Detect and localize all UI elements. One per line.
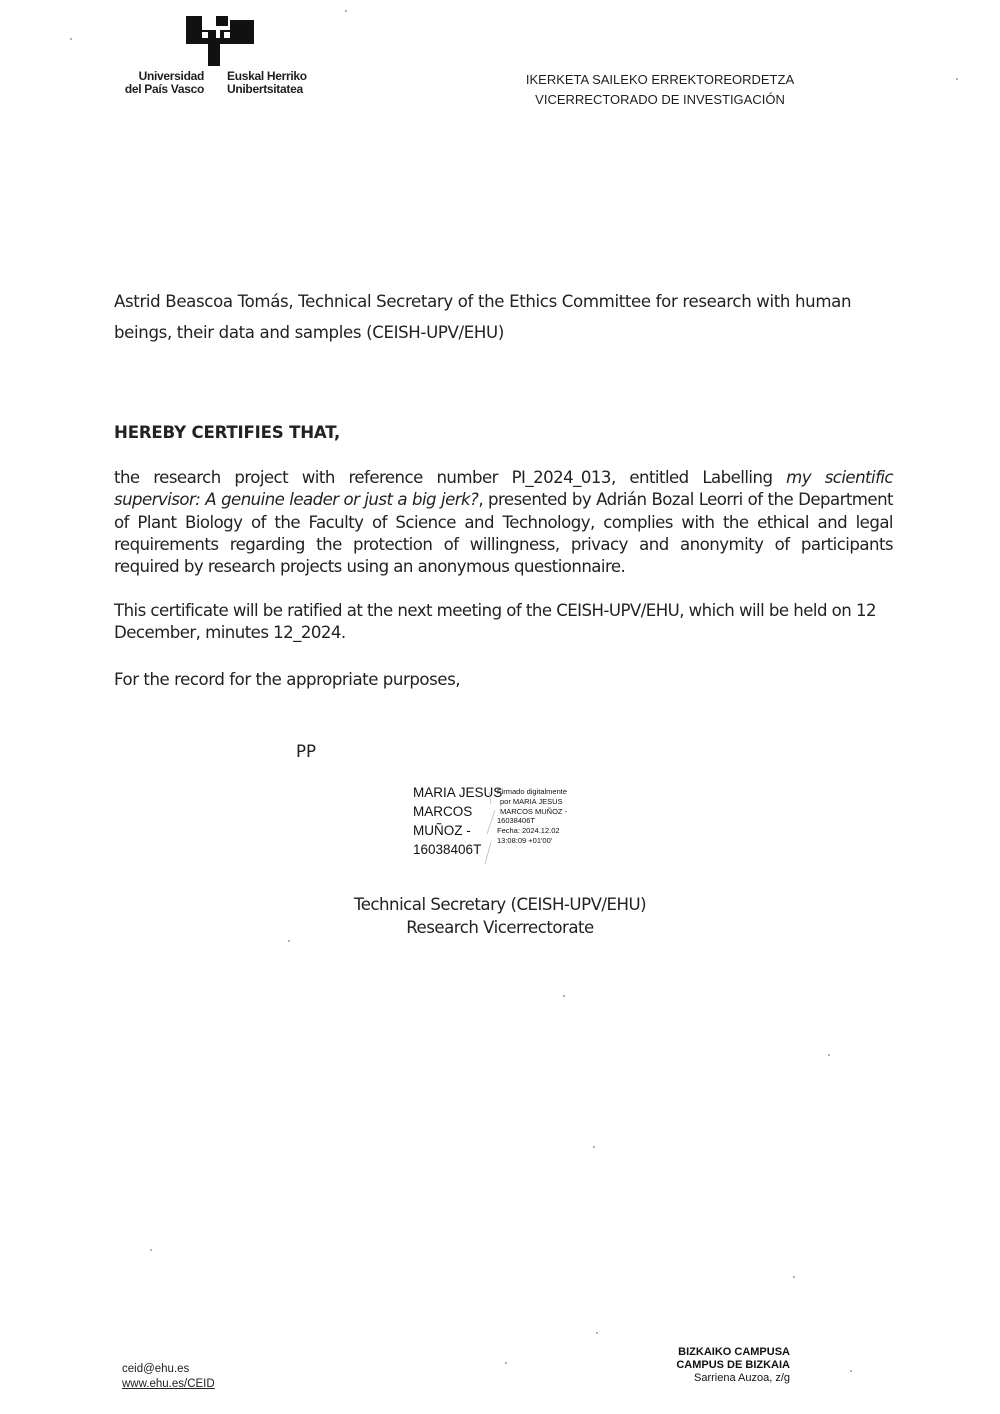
signature-meta-line: MARCOS MUÑOZ - bbox=[500, 806, 568, 816]
university-name-eu-line2: Unibertsitatea bbox=[227, 82, 303, 96]
pp-mark: PP bbox=[296, 742, 317, 761]
signature-meta-line: Fecha: 2024.12.02 bbox=[497, 826, 560, 836]
department-es: VICERRECTORADO DE INVESTIGACIÓN bbox=[535, 92, 785, 107]
closing-line: For the record for the appropriate purposes, bbox=[114, 670, 461, 689]
footer-website-link[interactable]: www.ehu.es/CEID bbox=[122, 1378, 215, 1390]
scan-speck bbox=[505, 1362, 507, 1364]
scan-speck bbox=[850, 1370, 852, 1372]
footer-contact bbox=[122, 1362, 215, 1392]
university-name-es bbox=[112, 70, 204, 96]
campus-name-es: CAMPUS DE BIZKAIA bbox=[676, 1359, 790, 1371]
signature-meta-line: Firmado digitalmente bbox=[497, 787, 568, 796]
project-text-b: , presented by Adrián Bozal Leorri of the Department of Plant Biology of the Faculty of Science and Technology, complies with the ethical and legal requirements regarding the protection of willingness, privacy and anonymity of participants required by research projects using an anonymous questionnaire. bbox=[114, 490, 894, 577]
project-text-a: the research project with reference number PI_2024_013, entitled Labelling bbox=[114, 468, 787, 487]
upv-ehu-logo-icon bbox=[186, 16, 254, 66]
scan-speck bbox=[956, 78, 958, 80]
certifies-heading: HEREBY CERTIFIES THAT, bbox=[114, 423, 341, 442]
footer-campus bbox=[620, 1346, 790, 1390]
signature-name-line: MARCOS bbox=[413, 804, 473, 819]
certification-paragraph bbox=[114, 467, 893, 578]
scan-speck bbox=[596, 1332, 598, 1334]
signatory-block bbox=[300, 893, 700, 939]
scan-speck bbox=[70, 38, 72, 40]
footer-email[interactable]: ceid@ehu.es bbox=[122, 1363, 190, 1375]
scan-speck bbox=[345, 10, 347, 12]
scan-speck bbox=[828, 1054, 830, 1056]
university-name-es-line1: Universidad bbox=[138, 69, 204, 83]
department-eu: IKERKETA SAILEKO ERREKTOREORDETZA bbox=[525, 72, 795, 87]
signature-name-line: 16038406T bbox=[413, 842, 482, 857]
department-heading bbox=[440, 70, 880, 110]
university-name-es-line2: del País Vasco bbox=[124, 82, 204, 96]
signatory-unit: Research Vicerrectorate bbox=[406, 918, 594, 937]
scan-speck bbox=[288, 940, 290, 942]
signature-name-line: MUÑOZ - bbox=[413, 823, 471, 838]
ratification-paragraph: This certificate will be ratified at the next meeting of the CEISH-UPV/EHU, which will be held on 12 December, minutes 12_2024. bbox=[114, 601, 876, 643]
signature-meta-line: por MARIA JESUS bbox=[500, 796, 563, 806]
university-name-eu-line1: Euskal Herriko bbox=[227, 69, 307, 83]
signature-metadata bbox=[497, 787, 567, 846]
scan-speck bbox=[793, 1276, 795, 1278]
project-title: my scientific supervisor: A genuine leader or just a big jerk? bbox=[114, 468, 893, 510]
campus-name-eu: BIZKAIKO CAMPUSA bbox=[678, 1346, 790, 1358]
scan-speck bbox=[150, 1249, 152, 1251]
intro-paragraph: Astrid Beascoa Tomás, Technical Secretary of the Ethics Committee for research with human beings, their data and samples (CEISH-UPV/EHU) bbox=[114, 292, 852, 342]
scan-speck bbox=[593, 1146, 595, 1148]
signature-meta-line: 16038406T bbox=[497, 816, 535, 826]
signature-name-line: MARIA JESUS bbox=[413, 785, 503, 800]
scan-speck bbox=[563, 995, 565, 997]
campus-address-cut-line bbox=[620, 1385, 790, 1390]
signatory-role: Technical Secretary (CEISH-UPV/EHU) bbox=[353, 895, 647, 914]
campus-address: Sarriena Auzoa, z/g bbox=[693, 1372, 790, 1384]
university-name-eu bbox=[227, 70, 327, 96]
signature-meta-line: 13:08:09 +01'00' bbox=[497, 835, 553, 845]
